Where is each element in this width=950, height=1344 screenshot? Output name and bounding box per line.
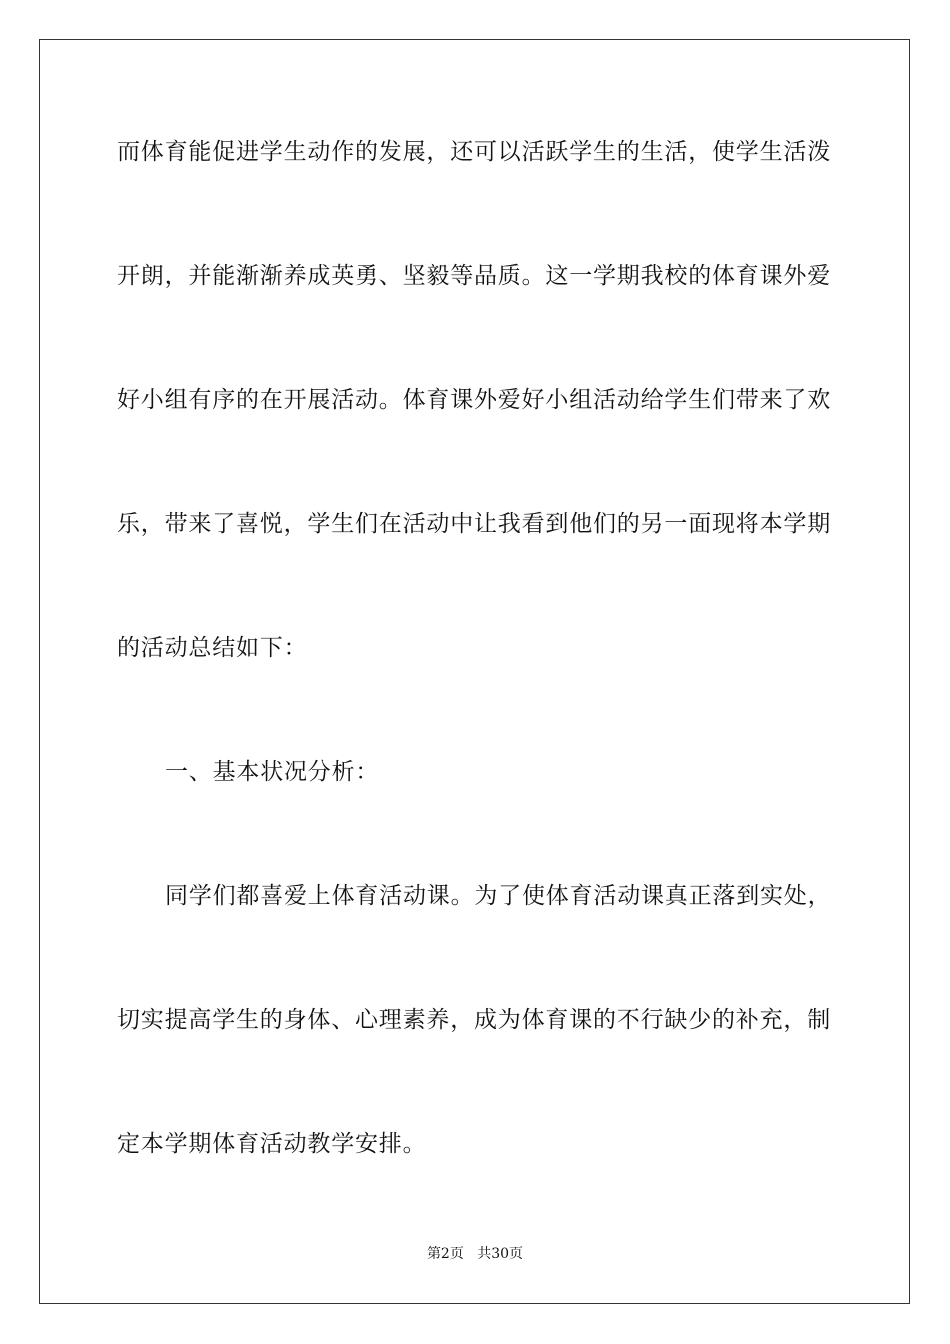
page-footer [0, 1245, 950, 1263]
body-text-line: 而体育能促进学生动作的发展，还可以活跃学生的生活，使学生活泼 [117, 139, 831, 165]
body-text-line: 好小组有序的在开展活动。体育课外爱好小组活动给学生们带来了欢 [117, 387, 831, 413]
section-heading: 一、基本状况分析： [165, 759, 380, 785]
page-number: 第2页 [426, 1246, 464, 1262]
body-text-line: 切实提高学生的身体、心理素养，成为体育课的不行缺少的补充，制 [117, 1007, 831, 1033]
page-frame [39, 39, 910, 1304]
body-text-line: 乐，带来了喜悦，学生们在活动中让我看到他们的另一面现将本学期 [117, 511, 831, 537]
body-text-line: 定本学期体育活动教学安排。 [117, 1131, 427, 1157]
body-text-line: 的活动总结如下： [117, 635, 308, 661]
page-total: 共30页 [477, 1246, 524, 1262]
body-text-line: 开朗，并能渐渐养成英勇、坚毅等品质。这一学期我校的体育课外爱 [117, 263, 831, 289]
body-text-line: 同学们都喜爱上体育活动课。为了使体育活动课真正落到实处， [165, 883, 831, 909]
